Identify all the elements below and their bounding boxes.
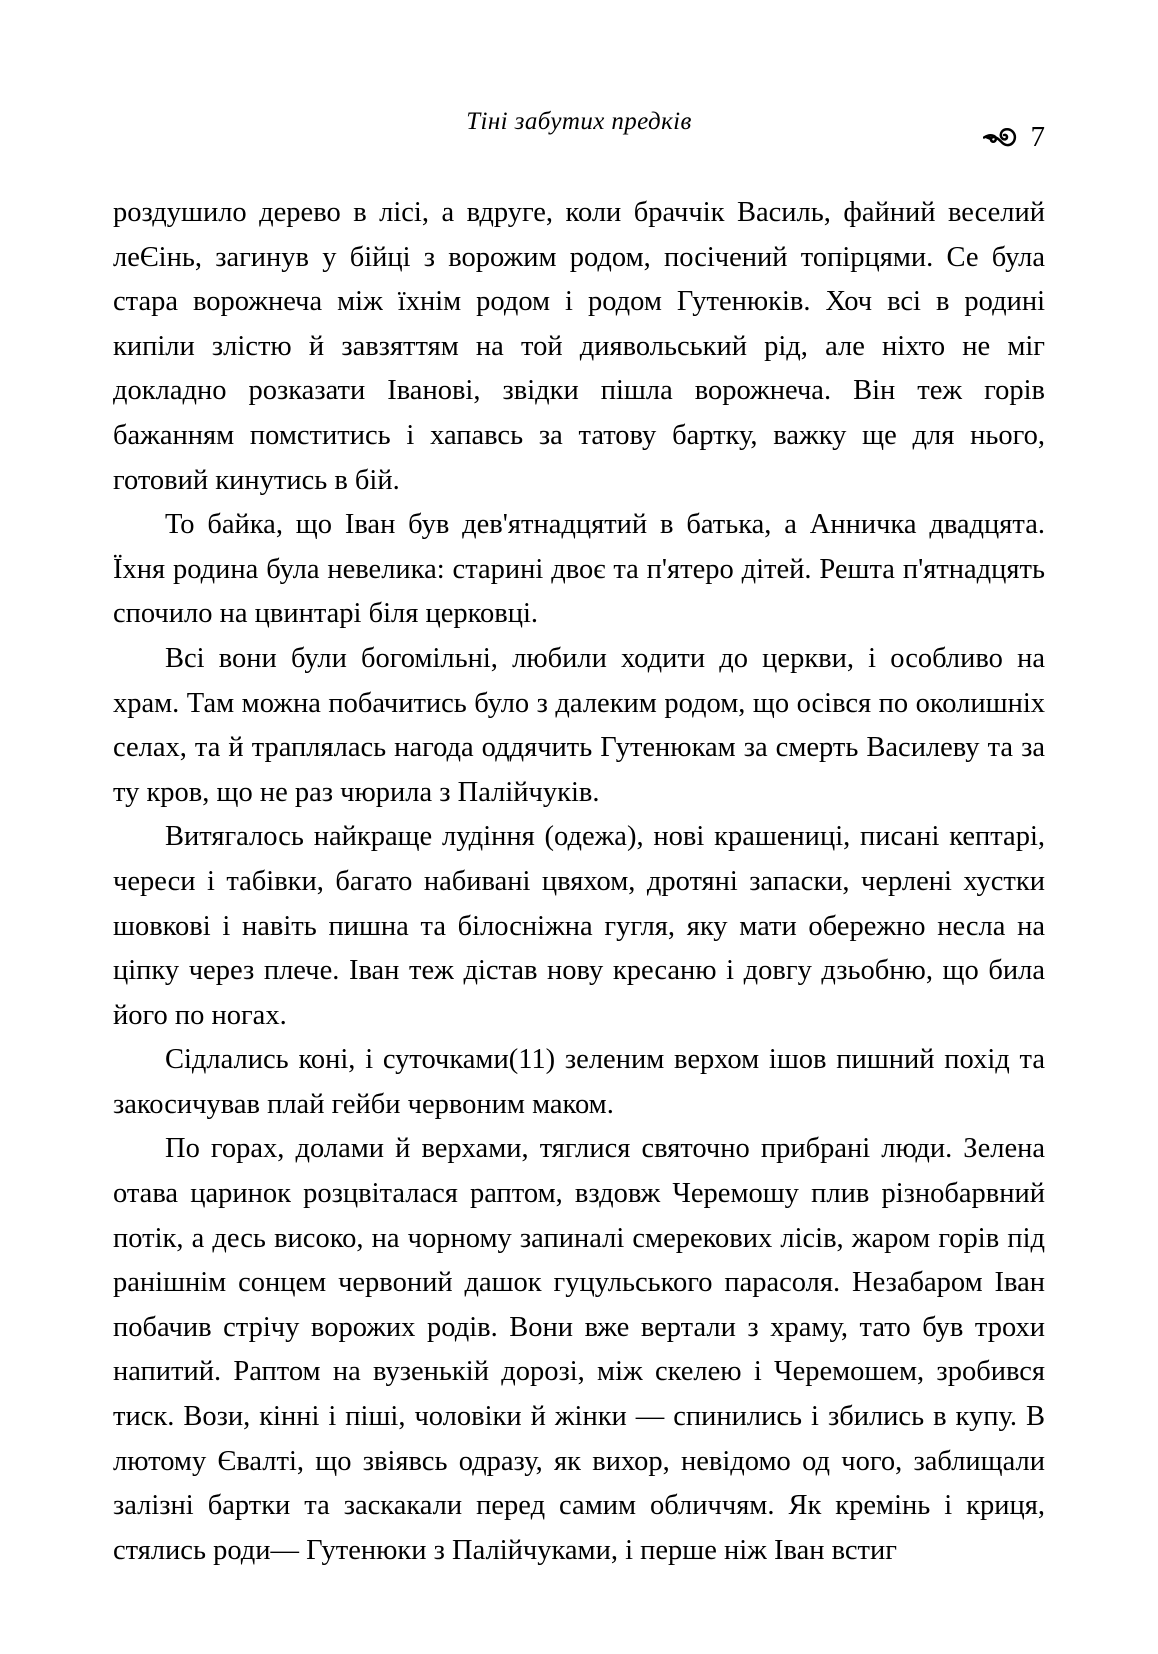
- folio-group: [983, 122, 1046, 152]
- paragraph: По горах, долами й верхами, тяглися святочно прибрані люди. Зелена отава царинок розцвіталася раптом, вздовж Черемошу плив різнобарвний потік, а десь високо, на чорному запиналі смерекових лісів, жаром горів під ранішнім сонцем червоний дашок гуцульського парасоля. Незабаром Іван побачив стрічу ворожих родів. Вони вже вертали з храму, тато був трохи напитий. Раптом на вузенькій дорозі, між скелею і Черемошем, зробився тиск. Вози, кінні і піші, чоловіки й жінки — спинились і збились в купу. В лютому Євалті, що звіявсь одразу, як вихор, невідомо од чого, заблищали залізні бартки та заскакали перед самим обличчям. Як кремінь і криця, стялись роди— Гутенюки з Палійчуками, і перше ніж Іван встиг: [113, 1133, 1045, 1566]
- paragraph: Всі вони були богомільні, любили ходити до церкви, і особливо на храм. Там можна побачитись було з далеким родом, що осівся по околишніх селах, та й траплялась нагода оддячить Гутенюкам за смерть Василеву та за ту кров, що не раз чюрила з Палійчуків.: [113, 642, 1045, 808]
- decorative-flourish-icon: [983, 124, 1017, 148]
- body-text: [113, 191, 1045, 1573]
- running-head: [113, 108, 1045, 152]
- running-head-title: Тіні забутих предків: [466, 108, 692, 135]
- paragraph: Витягалось найкраще лудіння (одежа), нові крашениці, писані кептарі, череси і табівки, багато набивані цвяхом, дротяні запаски, черлені хустки шовкові і навіть пишна та білосніжна гугля, яку мати обережно несла на ціпку через плече. Іван теж дістав нову кресаню і довгу дзьобню, що била його по ногах.: [113, 821, 1045, 1031]
- page-number: 7: [1030, 121, 1045, 153]
- paragraph: То байка, що Іван був дев'ятнадцятий в батька, а Анничка двадцята. Їхня родина була невелика: старині двоє та п'ятеро дітей. Решта п'ятнадцять спочило на цвинтарі біля церковці.: [113, 509, 1045, 630]
- paragraph: Сідлались коні, і суточками(11) зеленим верхом ішов пишний похід та закосичував плай гейби червоним маком.: [113, 1044, 1045, 1120]
- paragraph: роздушило дерево в лісі, а вдруге, коли браччік Василь, файний веселий леЄінь, загинув у бійці з ворожим родом, посічений топірцями. Се була стара ворожнеча між їхнім родом і родом Гутенюків. Хоч всі в родині кипіли злістю й завзяттям на той диявольський рід, але ніхто не міг докладно розказати Іванові, звідки пішла ворожнеча. Він теж горів бажанням помститись і хапавсь за татову бартку, важку ще для нього, готовий кинутись в бій.: [113, 197, 1045, 496]
